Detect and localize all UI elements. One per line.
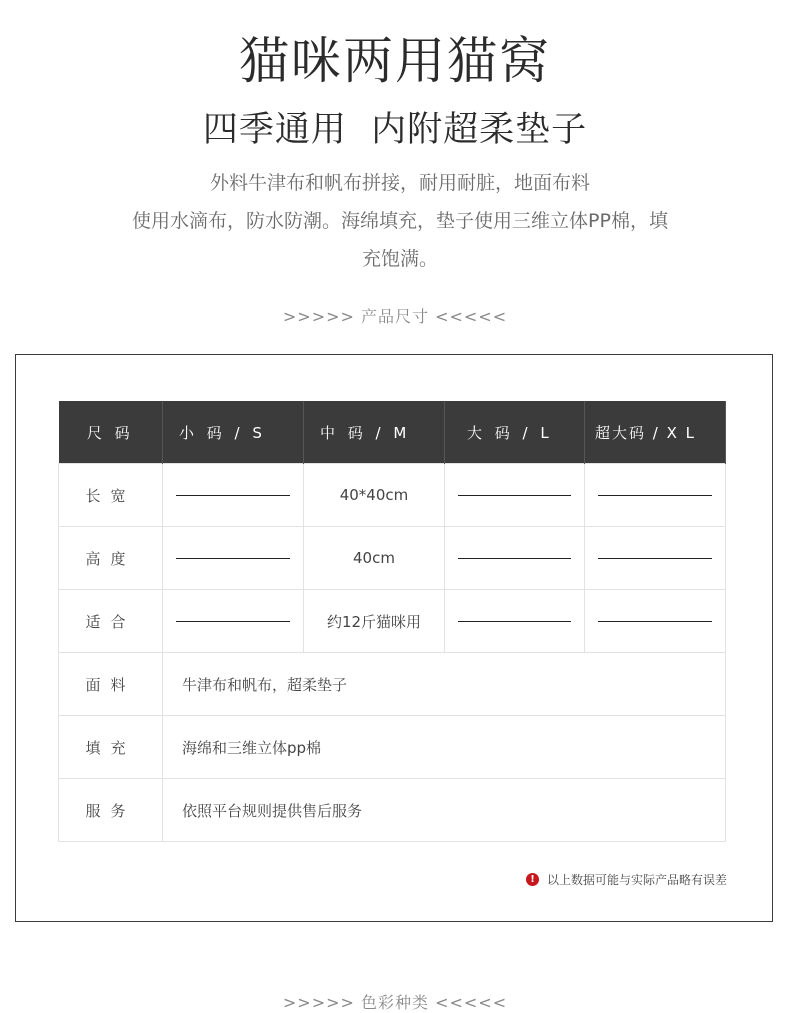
page-subtitle: 四季通用 内附超柔垫子 bbox=[202, 110, 588, 150]
header-xlarge: 超大码 / X L bbox=[585, 401, 726, 464]
disclaimer-note bbox=[526, 871, 727, 888]
size-section-heading: >>>>> 产品尺寸 <<<<< bbox=[282, 307, 508, 326]
table-row bbox=[59, 590, 726, 653]
dash-line bbox=[176, 558, 290, 559]
cell-xlarge bbox=[585, 527, 726, 590]
description-line: 充饱满。 bbox=[361, 248, 438, 270]
dash-line bbox=[598, 558, 712, 559]
dash-line bbox=[176, 621, 290, 622]
page-title: 猫咪两用猫窝 bbox=[239, 32, 551, 90]
cell-medium: 约12斤猫咪用 bbox=[304, 590, 445, 653]
cell-large bbox=[445, 464, 585, 527]
cell-large bbox=[445, 590, 585, 653]
table-row bbox=[59, 464, 726, 527]
table-row bbox=[59, 716, 726, 779]
row-label: 适合 bbox=[59, 590, 163, 653]
table-row bbox=[59, 653, 726, 716]
header-size: 尺 码 bbox=[59, 401, 163, 464]
product-description bbox=[90, 164, 710, 278]
header-small: 小 码 / S bbox=[163, 401, 304, 464]
cell-xlarge bbox=[585, 464, 726, 527]
dash-line bbox=[458, 621, 571, 622]
header-medium: 中 码 / M bbox=[304, 401, 445, 464]
row-label: 填充 bbox=[59, 716, 163, 779]
description-line: 使用水滴布，防水防潮。海绵填充，垫子使用三维立体PP棉，填 bbox=[132, 210, 668, 232]
material-value: 牛津布和帆布，超柔垫子 bbox=[163, 653, 726, 716]
cell-small bbox=[163, 527, 304, 590]
filling-value: 海绵和三维立体pp棉 bbox=[163, 716, 726, 779]
table-row bbox=[59, 779, 726, 842]
header-large: 大 码 / L bbox=[445, 401, 585, 464]
dash-line bbox=[598, 495, 712, 496]
row-label: 服务 bbox=[59, 779, 163, 842]
service-value: 依照平台规则提供售后服务 bbox=[163, 779, 726, 842]
cell-medium: 40cm bbox=[304, 527, 445, 590]
table-header-row bbox=[59, 401, 726, 464]
disclaimer-text: 以上数据可能与实际产品略有误差 bbox=[546, 873, 727, 887]
cell-small bbox=[163, 590, 304, 653]
size-table-frame bbox=[15, 354, 773, 922]
row-label: 面料 bbox=[59, 653, 163, 716]
dash-line bbox=[458, 495, 571, 496]
cell-medium: 40*40cm bbox=[304, 464, 445, 527]
cell-xlarge bbox=[585, 590, 726, 653]
cell-small bbox=[163, 464, 304, 527]
warning-icon: ! bbox=[526, 873, 539, 886]
cell-large bbox=[445, 527, 585, 590]
row-label: 高度 bbox=[59, 527, 163, 590]
description-line: 外料牛津布和帆布拼接，耐用耐脏，地面布料 bbox=[209, 172, 590, 194]
dash-line bbox=[598, 621, 712, 622]
dash-line bbox=[176, 495, 290, 496]
size-table bbox=[58, 401, 726, 842]
table-row bbox=[59, 527, 726, 590]
color-section-heading: >>>>> 色彩种类 <<<<< bbox=[282, 993, 508, 1012]
dash-line bbox=[458, 558, 571, 559]
row-label: 长宽 bbox=[59, 464, 163, 527]
